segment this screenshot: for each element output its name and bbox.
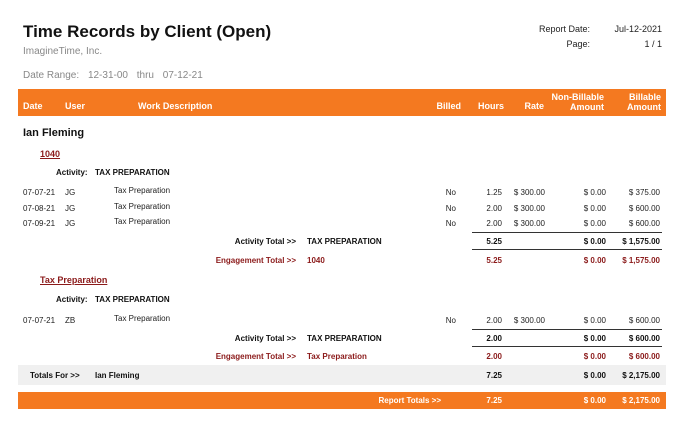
client-totals-label: Totals For >> xyxy=(30,371,80,380)
row-user: ZB xyxy=(65,316,76,325)
col-hours: Hours xyxy=(477,101,504,111)
report-totals-band xyxy=(18,392,666,409)
row-description: Tax Preparation xyxy=(114,186,171,195)
date-from: 12-31-00 xyxy=(87,70,128,81)
page-label: Page: xyxy=(566,39,590,49)
activity-total-hours: 2.00 xyxy=(486,334,502,343)
row-nonbillable: $ 0.00 xyxy=(583,204,606,213)
client-totals-billable: $ 2,175.00 xyxy=(622,371,660,380)
engagement-total-label: Engagement Total >> xyxy=(215,352,296,361)
engagement-total-label: Engagement Total >> xyxy=(215,256,296,265)
divider xyxy=(472,329,662,330)
divider xyxy=(472,346,662,347)
report-totals-hours: 7.25 xyxy=(486,396,502,405)
row-billed: No xyxy=(445,188,456,197)
col-nonbillable-line1: Non-Billable xyxy=(551,92,604,102)
row-description: Tax Preparation xyxy=(114,217,171,226)
date-to: 07-12-21 xyxy=(162,70,203,81)
activity-label: Activity: xyxy=(56,168,88,177)
row-user: JG xyxy=(65,188,76,197)
activity-name: TAX PREPARATION xyxy=(95,168,170,177)
engagement-total-nonbillable: $ 0.00 xyxy=(583,352,606,361)
report-totals-label: Report Totals >> xyxy=(378,396,441,405)
col-billed: Billed xyxy=(436,101,461,111)
row-nonbillable: $ 0.00 xyxy=(583,316,606,325)
row-billed: No xyxy=(445,316,456,325)
activity-total-label: Activity Total >> xyxy=(234,237,296,246)
activity-total-name: TAX PREPARATION xyxy=(307,334,382,343)
activity-total-nonbillable: $ 0.00 xyxy=(583,334,606,343)
activity-total-name: TAX PREPARATION xyxy=(307,237,382,246)
col-description: Work Description xyxy=(138,101,213,111)
activity-total-billable: $ 1,575.00 xyxy=(622,237,660,246)
date-range-label: Date Range: xyxy=(23,70,80,81)
row-nonbillable: $ 0.00 xyxy=(583,219,606,228)
client-totals-nonbillable: $ 0.00 xyxy=(583,371,606,380)
client-totals-hours: 7.25 xyxy=(486,371,502,380)
row-billed: No xyxy=(445,219,456,228)
report-date-value: Jul-12-2021 xyxy=(614,24,662,34)
page-value: 1 / 1 xyxy=(644,39,662,49)
row-billable: $ 375.00 xyxy=(628,188,660,197)
activity-name: TAX PREPARATION xyxy=(95,295,170,304)
col-billable-line1: Billable xyxy=(628,92,661,102)
activity-total-hours: 5.25 xyxy=(486,237,502,246)
row-date: 07-07-21 xyxy=(23,316,56,325)
row-user: JG xyxy=(65,219,76,228)
row-rate: $ 300.00 xyxy=(513,219,545,228)
row-rate: $ 300.00 xyxy=(513,204,545,213)
col-billable xyxy=(608,92,661,112)
report-totals-billable: $ 2,175.00 xyxy=(622,396,660,405)
report-totals-nonbillable: $ 0.00 xyxy=(583,396,606,405)
row-user: JG xyxy=(65,204,76,213)
activity-total-billable: $ 600.00 xyxy=(628,334,660,343)
row-rate: $ 300.00 xyxy=(513,188,545,197)
engagement-total-hours: 5.25 xyxy=(486,256,502,265)
report-date-label: Report Date: xyxy=(538,24,590,34)
row-description: Tax Preparation xyxy=(114,314,171,323)
row-billable: $ 600.00 xyxy=(628,316,660,325)
engagement-title[interactable]: 1040 xyxy=(40,149,61,159)
activity-label: Activity: xyxy=(56,295,88,304)
engagement-title[interactable]: Tax Preparation xyxy=(40,275,108,285)
col-nonbillable-line2: Amount xyxy=(570,102,604,112)
activity-total-nonbillable: $ 0.00 xyxy=(583,237,606,246)
row-description: Tax Preparation xyxy=(114,202,171,211)
engagement-total-name: 1040 xyxy=(307,256,325,265)
company-name: ImagineTime, Inc. xyxy=(23,46,103,57)
col-billable-line2: Amount xyxy=(627,102,661,112)
row-billable: $ 600.00 xyxy=(628,204,660,213)
report-title: Time Records by Client (Open) xyxy=(23,22,272,41)
row-rate: $ 300.00 xyxy=(513,316,545,325)
col-user: User xyxy=(65,101,86,111)
column-header-bar xyxy=(18,89,666,116)
row-billed: No xyxy=(445,204,456,213)
row-date: 07-09-21 xyxy=(23,219,56,228)
engagement-total-billable: $ 600.00 xyxy=(628,352,660,361)
activity-total-label: Activity Total >> xyxy=(234,334,296,343)
row-date: 07-08-21 xyxy=(23,204,56,213)
engagement-total-nonbillable: $ 0.00 xyxy=(583,256,606,265)
engagement-total-billable: $ 1,575.00 xyxy=(622,256,660,265)
row-billable: $ 600.00 xyxy=(628,219,660,228)
col-rate: Rate xyxy=(524,101,544,111)
engagement-total-hours: 2.00 xyxy=(486,352,502,361)
row-hours: 2.00 xyxy=(486,316,502,325)
client-totals-name: Ian Fleming xyxy=(95,371,140,380)
row-nonbillable: $ 0.00 xyxy=(583,188,606,197)
thru-label: thru xyxy=(136,70,154,81)
divider xyxy=(472,249,662,250)
row-hours: 1.25 xyxy=(486,188,502,197)
divider xyxy=(472,232,662,233)
engagement-total-name: Tax Preparation xyxy=(307,352,367,361)
row-hours: 2.00 xyxy=(486,204,502,213)
date-range xyxy=(23,70,209,81)
col-nonbillable xyxy=(538,92,604,112)
client-name: Ian Fleming xyxy=(23,127,85,139)
row-date: 07-07-21 xyxy=(23,188,56,197)
col-date: Date xyxy=(23,101,43,111)
row-hours: 2.00 xyxy=(486,219,502,228)
